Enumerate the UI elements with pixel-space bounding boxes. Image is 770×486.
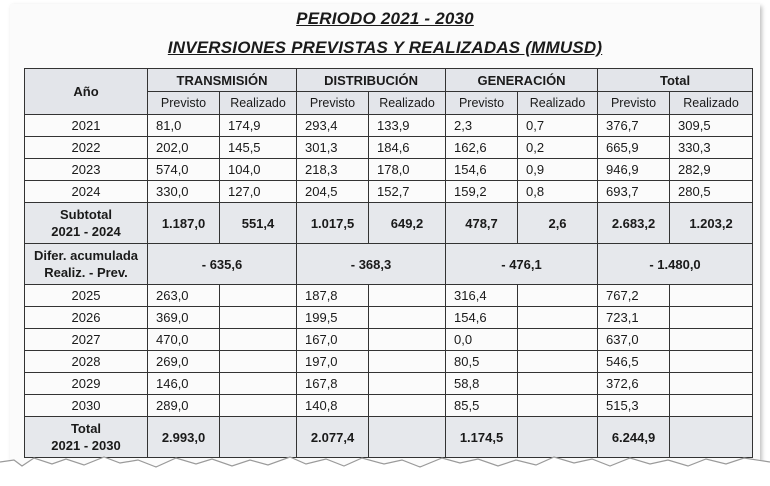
total-previsto-cell: 767,2 <box>598 285 670 307</box>
distribucion-realizado-cell: 178,0 <box>369 159 446 181</box>
transmision-realizado-cell <box>220 373 297 395</box>
distribucion-previsto-cell: 167,0 <box>297 329 369 351</box>
total-previsto-cell: 946,9 <box>598 159 670 181</box>
year-cell: 2030 <box>25 395 148 417</box>
difference-label-line2: Realiz. - Prev. <box>44 265 128 280</box>
distribucion-previsto-cell: 301,3 <box>297 137 369 159</box>
generacion-realizado-cell: 0,7 <box>518 115 598 137</box>
distribucion-realizado-cell: 184,6 <box>369 137 446 159</box>
total-realizado-cell: 330,3 <box>670 137 753 159</box>
distribucion-realizado-cell <box>369 307 446 329</box>
table-row <box>25 351 753 373</box>
total-realizado-cell: 280,5 <box>670 181 753 203</box>
total-realizado-cell: 282,9 <box>670 159 753 181</box>
distribucion-realizado-cell <box>369 329 446 351</box>
header-distribucion: DISTRIBUCIÓN <box>297 69 446 92</box>
distribucion-realizado-cell <box>369 395 446 417</box>
subtotal-value-cell: 2.683,2 <box>598 203 670 244</box>
subtotal-value-cell: 1.187,0 <box>148 203 220 244</box>
transmision-previsto-cell: 81,0 <box>148 115 220 137</box>
difference-total-cell: - 1.480,0 <box>598 244 753 285</box>
year-cell: 2028 <box>25 351 148 373</box>
subtotal-value-cell: 649,2 <box>369 203 446 244</box>
total-realizado-cell <box>670 351 753 373</box>
total-previsto-cell: 515,3 <box>598 395 670 417</box>
generacion-previsto-cell: 85,5 <box>446 395 518 417</box>
generacion-realizado-cell: 0,2 <box>518 137 598 159</box>
transmision-previsto-cell: 330,0 <box>148 181 220 203</box>
subheader-realizado: Realizado <box>369 92 446 115</box>
generacion-realizado-cell <box>518 351 598 373</box>
transmision-previsto-cell: 574,0 <box>148 159 220 181</box>
difference-label <box>25 244 148 285</box>
total-previsto-cell: 376,7 <box>598 115 670 137</box>
year-cell: 2021 <box>25 115 148 137</box>
total-label-line2: 2021 - 2030 <box>51 438 121 453</box>
year-cell: 2026 <box>25 307 148 329</box>
distribucion-realizado-cell: 133,9 <box>369 115 446 137</box>
total-previsto-cell: 546,5 <box>598 351 670 373</box>
torn-paper-edge <box>0 448 770 486</box>
generacion-previsto-cell: 316,4 <box>446 285 518 307</box>
subtotal-value-cell: 1.203,2 <box>670 203 753 244</box>
transmision-realizado-cell: 104,0 <box>220 159 297 181</box>
page-title: PERIODO 2021 - 2030 <box>296 9 474 28</box>
total-generacion-cell: 1.174,5 <box>446 417 518 458</box>
subheader-realizado: Realizado <box>518 92 598 115</box>
total-realizado-cell <box>670 307 753 329</box>
difference-row <box>25 244 753 285</box>
generacion-previsto-cell: 154,6 <box>446 307 518 329</box>
header-transmision: TRANSMISIÓN <box>148 69 297 92</box>
transmision-previsto-cell: 269,0 <box>148 351 220 373</box>
table-row <box>25 373 753 395</box>
generacion-previsto-cell: 0,0 <box>446 329 518 351</box>
transmision-realizado-cell <box>220 329 297 351</box>
table-row <box>25 181 753 203</box>
header-year: Año <box>25 69 148 115</box>
difference-transmision-cell: - 635,6 <box>148 244 297 285</box>
transmision-previsto-cell: 202,0 <box>148 137 220 159</box>
subheader-previsto: Previsto <box>297 92 369 115</box>
transmision-previsto-cell: 470,0 <box>148 329 220 351</box>
generacion-realizado-cell <box>518 373 598 395</box>
generacion-previsto-cell: 58,8 <box>446 373 518 395</box>
distribucion-realizado-cell <box>369 373 446 395</box>
generacion-realizado-cell <box>518 307 598 329</box>
total-previsto-cell: 723,1 <box>598 307 670 329</box>
total-transmision-cell: 2.993,0 <box>148 417 220 458</box>
investment-table <box>24 68 753 458</box>
table-row <box>25 395 753 417</box>
transmision-realizado-cell: 145,5 <box>220 137 297 159</box>
generacion-realizado-cell <box>518 285 598 307</box>
difference-generacion-cell: - 476,1 <box>446 244 598 285</box>
subtotal-value-cell: 478,7 <box>446 203 518 244</box>
subheader-previsto: Previsto <box>598 92 670 115</box>
generacion-realizado-cell <box>518 395 598 417</box>
subheader-realizado: Realizado <box>670 92 753 115</box>
total-previsto-cell: 372,6 <box>598 373 670 395</box>
subtotal-value-cell: 2,6 <box>518 203 598 244</box>
generacion-previsto-cell: 80,5 <box>446 351 518 373</box>
subtotal-label-line2: 2021 - 2024 <box>51 224 121 239</box>
transmision-realizado-cell <box>220 351 297 373</box>
header-generacion: GENERACIÓN <box>446 69 598 92</box>
total-realizado-cell: 309,5 <box>670 115 753 137</box>
generacion-realizado-cell: 0,8 <box>518 181 598 203</box>
transmision-realizado-cell <box>220 395 297 417</box>
distribucion-previsto-cell: 204,5 <box>297 181 369 203</box>
distribucion-previsto-cell: 218,3 <box>297 159 369 181</box>
difference-distribucion-cell: - 368,3 <box>297 244 446 285</box>
subtotal-label-line1: Subtotal <box>60 207 112 222</box>
generacion-previsto-cell: 159,2 <box>446 181 518 203</box>
year-cell: 2023 <box>25 159 148 181</box>
table-row <box>25 137 753 159</box>
subheader-previsto: Previsto <box>446 92 518 115</box>
distribucion-previsto-cell: 199,5 <box>297 307 369 329</box>
subtotal-label <box>25 203 148 244</box>
transmision-realizado-cell: 174,9 <box>220 115 297 137</box>
table-row <box>25 159 753 181</box>
total-distribucion-cell: 2.077,4 <box>297 417 369 458</box>
table-row <box>25 329 753 351</box>
distribucion-realizado-cell: 152,7 <box>369 181 446 203</box>
transmision-realizado-cell <box>220 307 297 329</box>
generacion-realizado-cell: 0,9 <box>518 159 598 181</box>
total-realizado-cell <box>670 373 753 395</box>
transmision-realizado-cell <box>220 285 297 307</box>
subtotal-value-cell: 551,4 <box>220 203 297 244</box>
year-cell: 2029 <box>25 373 148 395</box>
distribucion-previsto-cell: 187,8 <box>297 285 369 307</box>
year-cell: 2024 <box>25 181 148 203</box>
subheader-previsto: Previsto <box>148 92 220 115</box>
distribucion-realizado-cell <box>369 351 446 373</box>
generacion-previsto-cell: 162,6 <box>446 137 518 159</box>
distribucion-realizado-cell <box>369 285 446 307</box>
table-row <box>25 285 753 307</box>
year-cell: 2025 <box>25 285 148 307</box>
total-realizado-cell <box>670 329 753 351</box>
generacion-previsto-cell: 2,3 <box>446 115 518 137</box>
distribucion-previsto-cell: 293,4 <box>297 115 369 137</box>
table-row <box>25 307 753 329</box>
total-total-cell: 6.244,9 <box>598 417 670 458</box>
generacion-realizado-cell <box>518 329 598 351</box>
difference-label-line1: Difer. acumulada <box>33 248 139 263</box>
header-total: Total <box>598 69 753 92</box>
transmision-previsto-cell: 146,0 <box>148 373 220 395</box>
transmision-realizado-cell: 127,0 <box>220 181 297 203</box>
table-row <box>25 115 753 137</box>
year-cell: 2022 <box>25 137 148 159</box>
distribucion-previsto-cell: 197,0 <box>297 351 369 373</box>
transmision-previsto-cell: 369,0 <box>148 307 220 329</box>
total-previsto-cell: 693,7 <box>598 181 670 203</box>
page-subtitle: INVERSIONES PREVISTAS Y REALIZADAS (MMUSD) <box>167 38 603 57</box>
total-previsto-cell: 665,9 <box>598 137 670 159</box>
distribucion-previsto-cell: 140,8 <box>297 395 369 417</box>
transmision-previsto-cell: 263,0 <box>148 285 220 307</box>
total-realizado-cell <box>670 395 753 417</box>
subheader-realizado: Realizado <box>220 92 297 115</box>
total-realizado-cell <box>670 285 753 307</box>
subtotal-value-cell: 1.017,5 <box>297 203 369 244</box>
subtotal-row <box>25 203 753 244</box>
year-cell: 2027 <box>25 329 148 351</box>
transmision-previsto-cell: 289,0 <box>148 395 220 417</box>
total-previsto-cell: 637,0 <box>598 329 670 351</box>
distribucion-previsto-cell: 167,8 <box>297 373 369 395</box>
total-label-line1: Total <box>70 421 102 436</box>
generacion-previsto-cell: 154,6 <box>446 159 518 181</box>
